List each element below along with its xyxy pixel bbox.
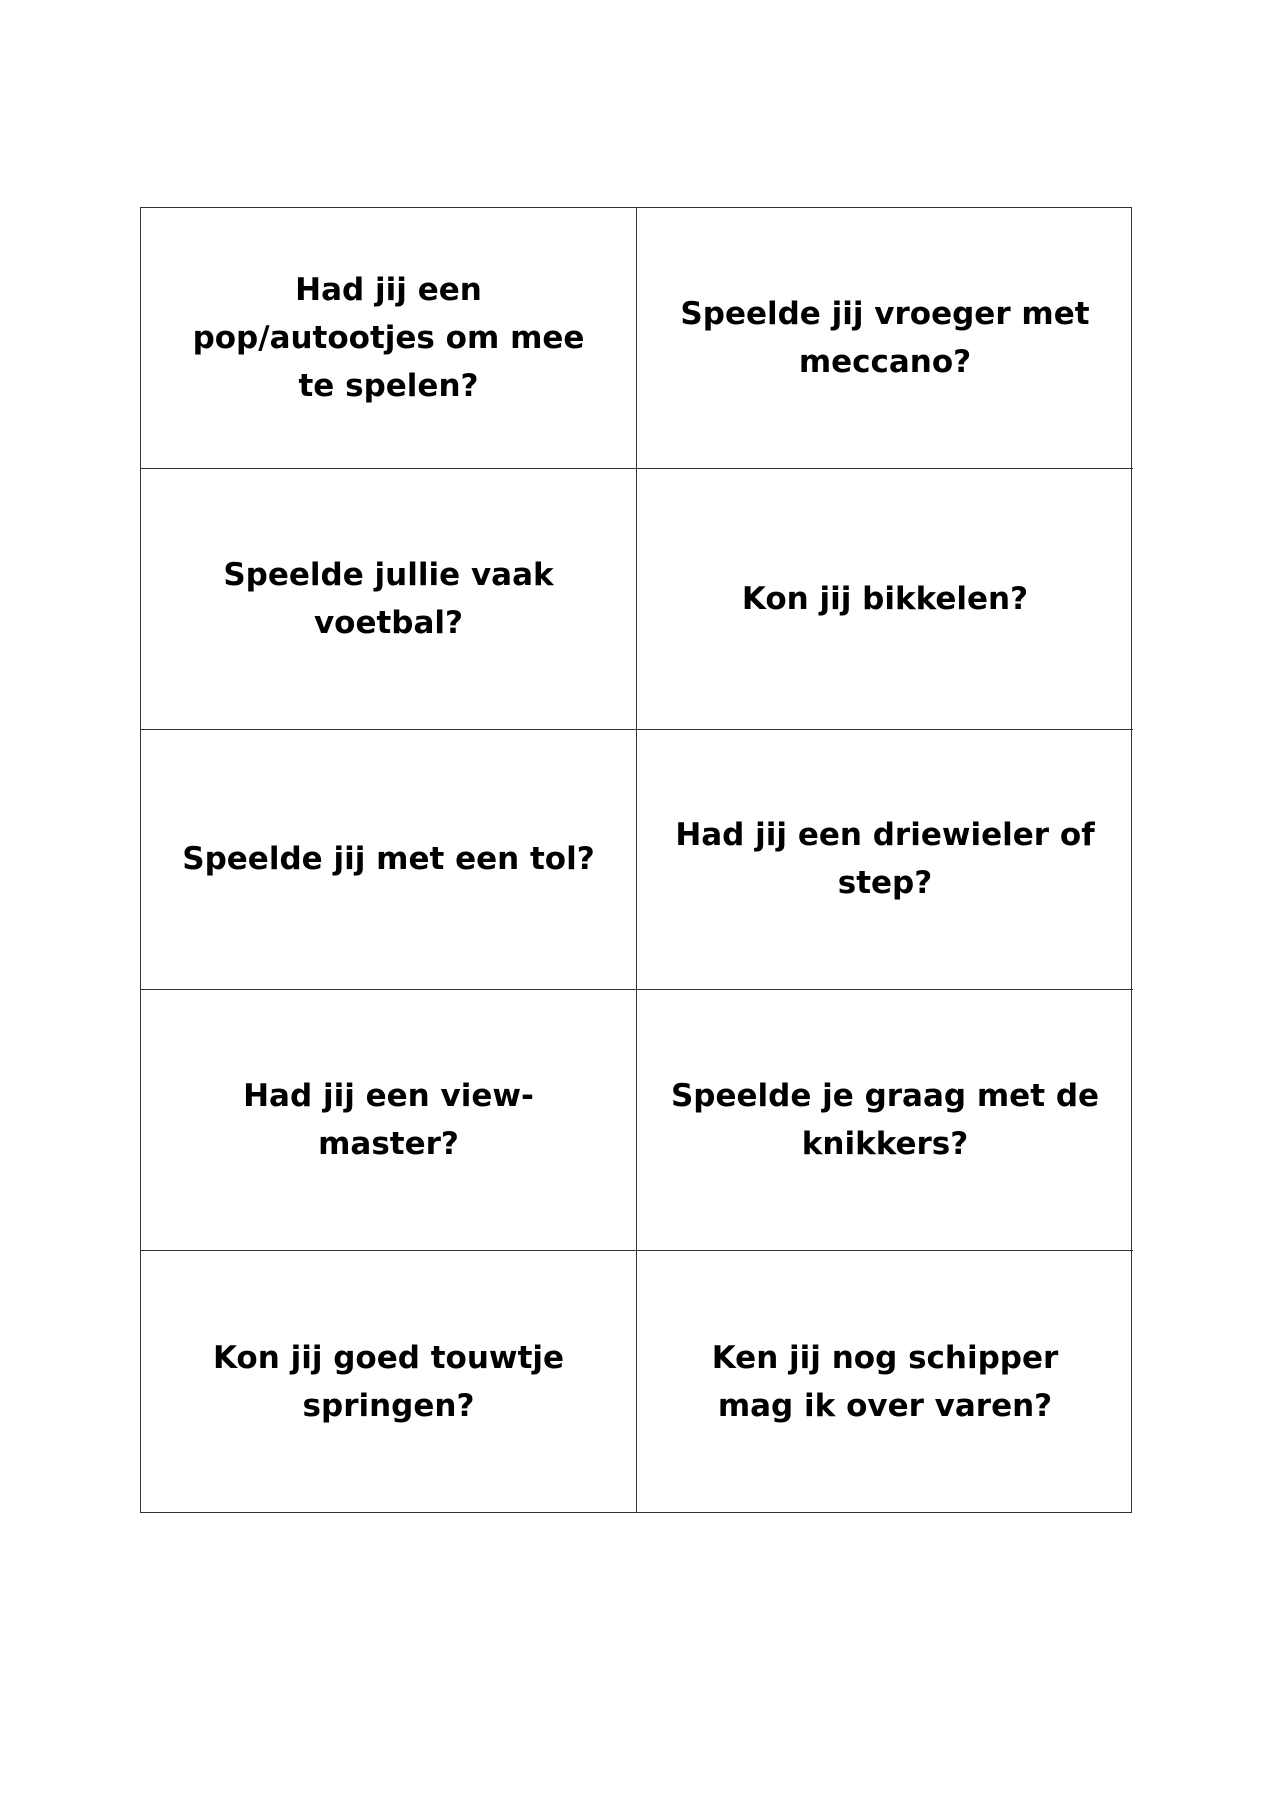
card-question-text: Speelde jij vroeger met meccano? [680, 295, 1090, 380]
question-card [141, 730, 637, 991]
card-question-text: Speelde jullie vaak voetbal? [223, 556, 554, 641]
card-question-text: Ken jij nog schipper mag ik over varen? [711, 1339, 1059, 1424]
question-card [141, 990, 637, 1251]
question-card [637, 990, 1133, 1251]
question-card [637, 469, 1133, 730]
card-question-text: Had jij een pop/autootjes om mee te spelen? [192, 271, 585, 404]
question-card [637, 208, 1133, 469]
card-question-text: Kon jij bikkelen? [741, 580, 1029, 617]
question-card [141, 469, 637, 730]
card-question-text: Had jij een view-master? [243, 1078, 534, 1163]
card-question-text: Speelde je graag met de knikkers? [670, 1078, 1100, 1163]
card-question-text: Speelde jij met een tol? [182, 841, 595, 878]
question-card-grid [140, 207, 1132, 1513]
card-question-text: Had jij een driewieler of step? [675, 817, 1095, 902]
question-card [637, 1251, 1133, 1512]
question-card [141, 208, 637, 469]
card-question-text: Kon jij goed touwtje springen? [212, 1339, 565, 1424]
question-card [141, 1251, 637, 1512]
question-card [637, 730, 1133, 991]
